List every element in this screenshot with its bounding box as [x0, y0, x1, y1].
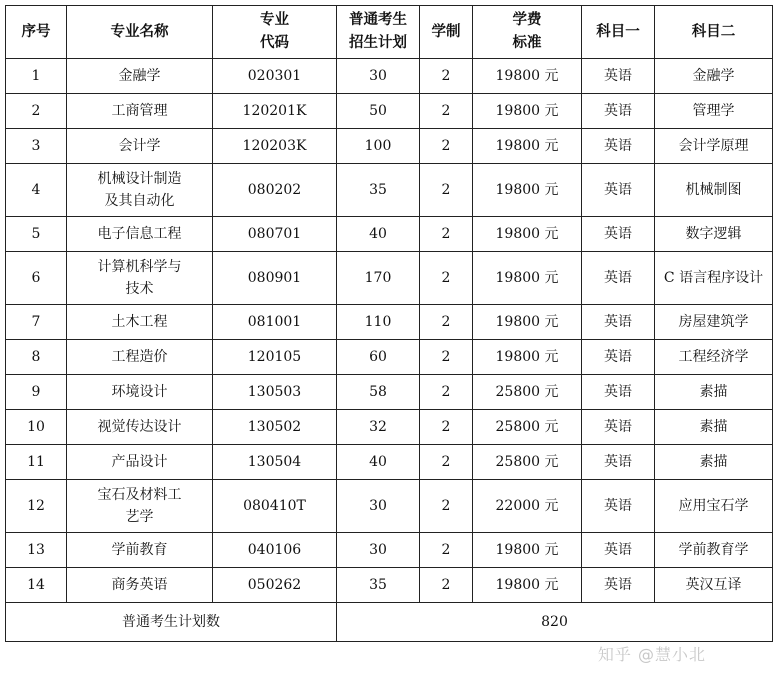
cell-enrollment-plan: 100 — [337, 129, 420, 164]
cell-subject-two: 应用宝石学 — [655, 480, 773, 533]
cell-enrollment-plan: 40 — [337, 217, 420, 252]
cell-subject-two: 机械制图 — [655, 164, 773, 217]
cell-years: 2 — [420, 164, 473, 217]
header-row — [6, 6, 773, 59]
cell-tuition: 19800 元 — [473, 252, 582, 305]
cell-major-code: 050262 — [213, 568, 337, 603]
cell-seq: 3 — [6, 129, 67, 164]
cell-enrollment-plan: 60 — [337, 340, 420, 375]
cell-major-name — [67, 59, 213, 94]
cell-subject-one: 英语 — [582, 164, 655, 217]
cell-years: 2 — [420, 445, 473, 480]
cell-major-code: 130503 — [213, 375, 337, 410]
header-enrollment-plan — [337, 6, 420, 59]
cell-subject-two: 会计学原理 — [655, 129, 773, 164]
table-row — [6, 445, 773, 480]
cell-subject-two: 管理学 — [655, 94, 773, 129]
cell-years: 2 — [420, 94, 473, 129]
cell-major-name — [67, 568, 213, 603]
major-name-line2: 艺学 — [125, 509, 154, 525]
cell-seq: 7 — [6, 305, 67, 340]
cell-tuition: 19800 元 — [473, 129, 582, 164]
cell-subject-one: 英语 — [582, 305, 655, 340]
cell-enrollment-plan: 35 — [337, 164, 420, 217]
cell-major-code: 080202 — [213, 164, 337, 217]
cell-subject-two: 素描 — [655, 375, 773, 410]
cell-subject-two: 房屋建筑学 — [655, 305, 773, 340]
cell-enrollment-plan: 30 — [337, 480, 420, 533]
cell-major-code: 130504 — [213, 445, 337, 480]
header-major-name: 专业名称 — [67, 6, 213, 59]
table-row — [6, 533, 773, 568]
table-row — [6, 375, 773, 410]
cell-enrollment-plan: 170 — [337, 252, 420, 305]
cell-years: 2 — [420, 533, 473, 568]
cell-major-code: 080410T — [213, 480, 337, 533]
cell-major-name — [67, 94, 213, 129]
cell-major-code: 081001 — [213, 305, 337, 340]
cell-subject-one: 英语 — [582, 217, 655, 252]
table-body — [6, 59, 773, 603]
header-code-line2: 代码 — [260, 35, 289, 51]
cell-tuition: 25800 元 — [473, 445, 582, 480]
cell-years: 2 — [420, 59, 473, 94]
cell-subject-one: 英语 — [582, 568, 655, 603]
cell-subject-two: 英汉互译 — [655, 568, 773, 603]
admission-plan-table — [5, 5, 773, 642]
header-plan-line2: 招生计划 — [349, 35, 407, 51]
cell-subject-one: 英语 — [582, 59, 655, 94]
total-label: 普通考生计划数 — [6, 603, 337, 642]
cell-seq: 14 — [6, 568, 67, 603]
cell-major-name — [67, 129, 213, 164]
cell-major-code: 120203K — [213, 129, 337, 164]
major-name-line1: 计算机科学与 — [97, 259, 182, 275]
header-subject-one: 科目一 — [582, 6, 655, 59]
cell-years: 2 — [420, 129, 473, 164]
cell-seq: 2 — [6, 94, 67, 129]
header-years: 学制 — [420, 6, 473, 59]
cell-enrollment-plan: 110 — [337, 305, 420, 340]
cell-subject-one: 英语 — [582, 375, 655, 410]
cell-tuition: 19800 元 — [473, 305, 582, 340]
cell-subject-one: 英语 — [582, 340, 655, 375]
header-fee-line2: 标准 — [512, 35, 542, 51]
table-row — [6, 305, 773, 340]
cell-years: 2 — [420, 252, 473, 305]
cell-tuition: 25800 元 — [473, 410, 582, 445]
header-major-code — [213, 6, 337, 59]
cell-enrollment-plan: 58 — [337, 375, 420, 410]
cell-subject-one: 英语 — [582, 445, 655, 480]
cell-years: 2 — [420, 217, 473, 252]
cell-subject-one: 英语 — [582, 129, 655, 164]
cell-seq: 1 — [6, 59, 67, 94]
cell-subject-one: 英语 — [582, 533, 655, 568]
major-name-line1: 会计学 — [118, 138, 161, 154]
major-name-line1: 工程造价 — [111, 349, 168, 365]
major-name-line1: 环境设计 — [111, 384, 168, 400]
cell-major-name — [67, 164, 213, 217]
cell-seq: 6 — [6, 252, 67, 305]
cell-subject-two: 素描 — [655, 445, 773, 480]
cell-seq: 5 — [6, 217, 67, 252]
header-code-line1: 专业 — [260, 12, 289, 28]
header-fee-line1: 学费 — [512, 12, 542, 28]
header-plan-line1: 普通考生 — [349, 12, 407, 28]
cell-tuition: 25800 元 — [473, 375, 582, 410]
total-row — [6, 603, 773, 642]
cell-years: 2 — [420, 410, 473, 445]
cell-major-name — [67, 217, 213, 252]
cell-major-code: 080701 — [213, 217, 337, 252]
cell-major-name — [67, 375, 213, 410]
cell-tuition: 19800 元 — [473, 533, 582, 568]
cell-seq: 4 — [6, 164, 67, 217]
cell-enrollment-plan: 32 — [337, 410, 420, 445]
table-row — [6, 129, 773, 164]
cell-seq: 10 — [6, 410, 67, 445]
cell-enrollment-plan: 30 — [337, 533, 420, 568]
header-tuition — [473, 6, 582, 59]
cell-major-code: 080901 — [213, 252, 337, 305]
cell-major-code: 120105 — [213, 340, 337, 375]
major-name-line2: 及其自动化 — [104, 193, 175, 209]
cell-major-name — [67, 305, 213, 340]
major-name-line1: 产品设计 — [111, 454, 168, 470]
table-row — [6, 164, 773, 217]
cell-enrollment-plan: 40 — [337, 445, 420, 480]
cell-subject-two: 工程经济学 — [655, 340, 773, 375]
header-seq: 序号 — [6, 6, 67, 59]
cell-major-code: 040106 — [213, 533, 337, 568]
cell-major-name — [67, 252, 213, 305]
table-row — [6, 59, 773, 94]
major-name-line1: 机械设计制造 — [97, 171, 182, 187]
cell-major-code: 020301 — [213, 59, 337, 94]
cell-tuition: 19800 元 — [473, 94, 582, 129]
cell-years: 2 — [420, 340, 473, 375]
table-row — [6, 480, 773, 533]
cell-tuition: 19800 元 — [473, 568, 582, 603]
major-name-line2: 技术 — [125, 281, 154, 297]
cell-subject-one: 英语 — [582, 480, 655, 533]
cell-major-name — [67, 480, 213, 533]
cell-major-name — [67, 445, 213, 480]
cell-subject-one: 英语 — [582, 252, 655, 305]
cell-tuition: 19800 元 — [473, 59, 582, 94]
cell-enrollment-plan: 35 — [337, 568, 420, 603]
cell-enrollment-plan: 50 — [337, 94, 420, 129]
total-value: 820 — [337, 603, 773, 642]
major-name-line1: 电子信息工程 — [97, 226, 182, 242]
cell-subject-one: 英语 — [582, 410, 655, 445]
cell-tuition: 19800 元 — [473, 340, 582, 375]
cell-major-name — [67, 533, 213, 568]
cell-subject-two: 数字逻辑 — [655, 217, 773, 252]
table-row — [6, 94, 773, 129]
cell-seq: 13 — [6, 533, 67, 568]
header-subject-two: 科目二 — [655, 6, 773, 59]
cell-enrollment-plan: 30 — [337, 59, 420, 94]
cell-seq: 12 — [6, 480, 67, 533]
cell-tuition: 19800 元 — [473, 164, 582, 217]
major-name-line1: 金融学 — [118, 68, 161, 84]
table-row — [6, 568, 773, 603]
cell-subject-two: 学前教育学 — [655, 533, 773, 568]
cell-tuition: 22000 元 — [473, 480, 582, 533]
major-name-line1: 视觉传达设计 — [97, 419, 182, 435]
cell-years: 2 — [420, 568, 473, 603]
cell-major-code: 130502 — [213, 410, 337, 445]
cell-years: 2 — [420, 480, 473, 533]
cell-years: 2 — [420, 375, 473, 410]
cell-seq: 11 — [6, 445, 67, 480]
table-row — [6, 410, 773, 445]
table-row — [6, 217, 773, 252]
cell-subject-two: C 语言程序设计 — [655, 252, 773, 305]
major-name-line1: 宝石及材料工 — [97, 487, 182, 503]
cell-major-name — [67, 340, 213, 375]
cell-subject-two: 金融学 — [655, 59, 773, 94]
cell-subject-two: 素描 — [655, 410, 773, 445]
cell-major-name — [67, 410, 213, 445]
cell-years: 2 — [420, 305, 473, 340]
major-name-line1: 商务英语 — [111, 577, 168, 593]
cell-seq: 8 — [6, 340, 67, 375]
watermark: 知乎 @慧小北 — [597, 645, 706, 664]
major-name-line1: 工商管理 — [111, 103, 168, 119]
table-row — [6, 252, 773, 305]
table-row — [6, 340, 773, 375]
major-name-line1: 土木工程 — [111, 314, 168, 330]
major-name-line1: 学前教育 — [111, 542, 168, 558]
cell-subject-one: 英语 — [582, 94, 655, 129]
cell-tuition: 19800 元 — [473, 217, 582, 252]
cell-major-code: 120201K — [213, 94, 337, 129]
cell-seq: 9 — [6, 375, 67, 410]
